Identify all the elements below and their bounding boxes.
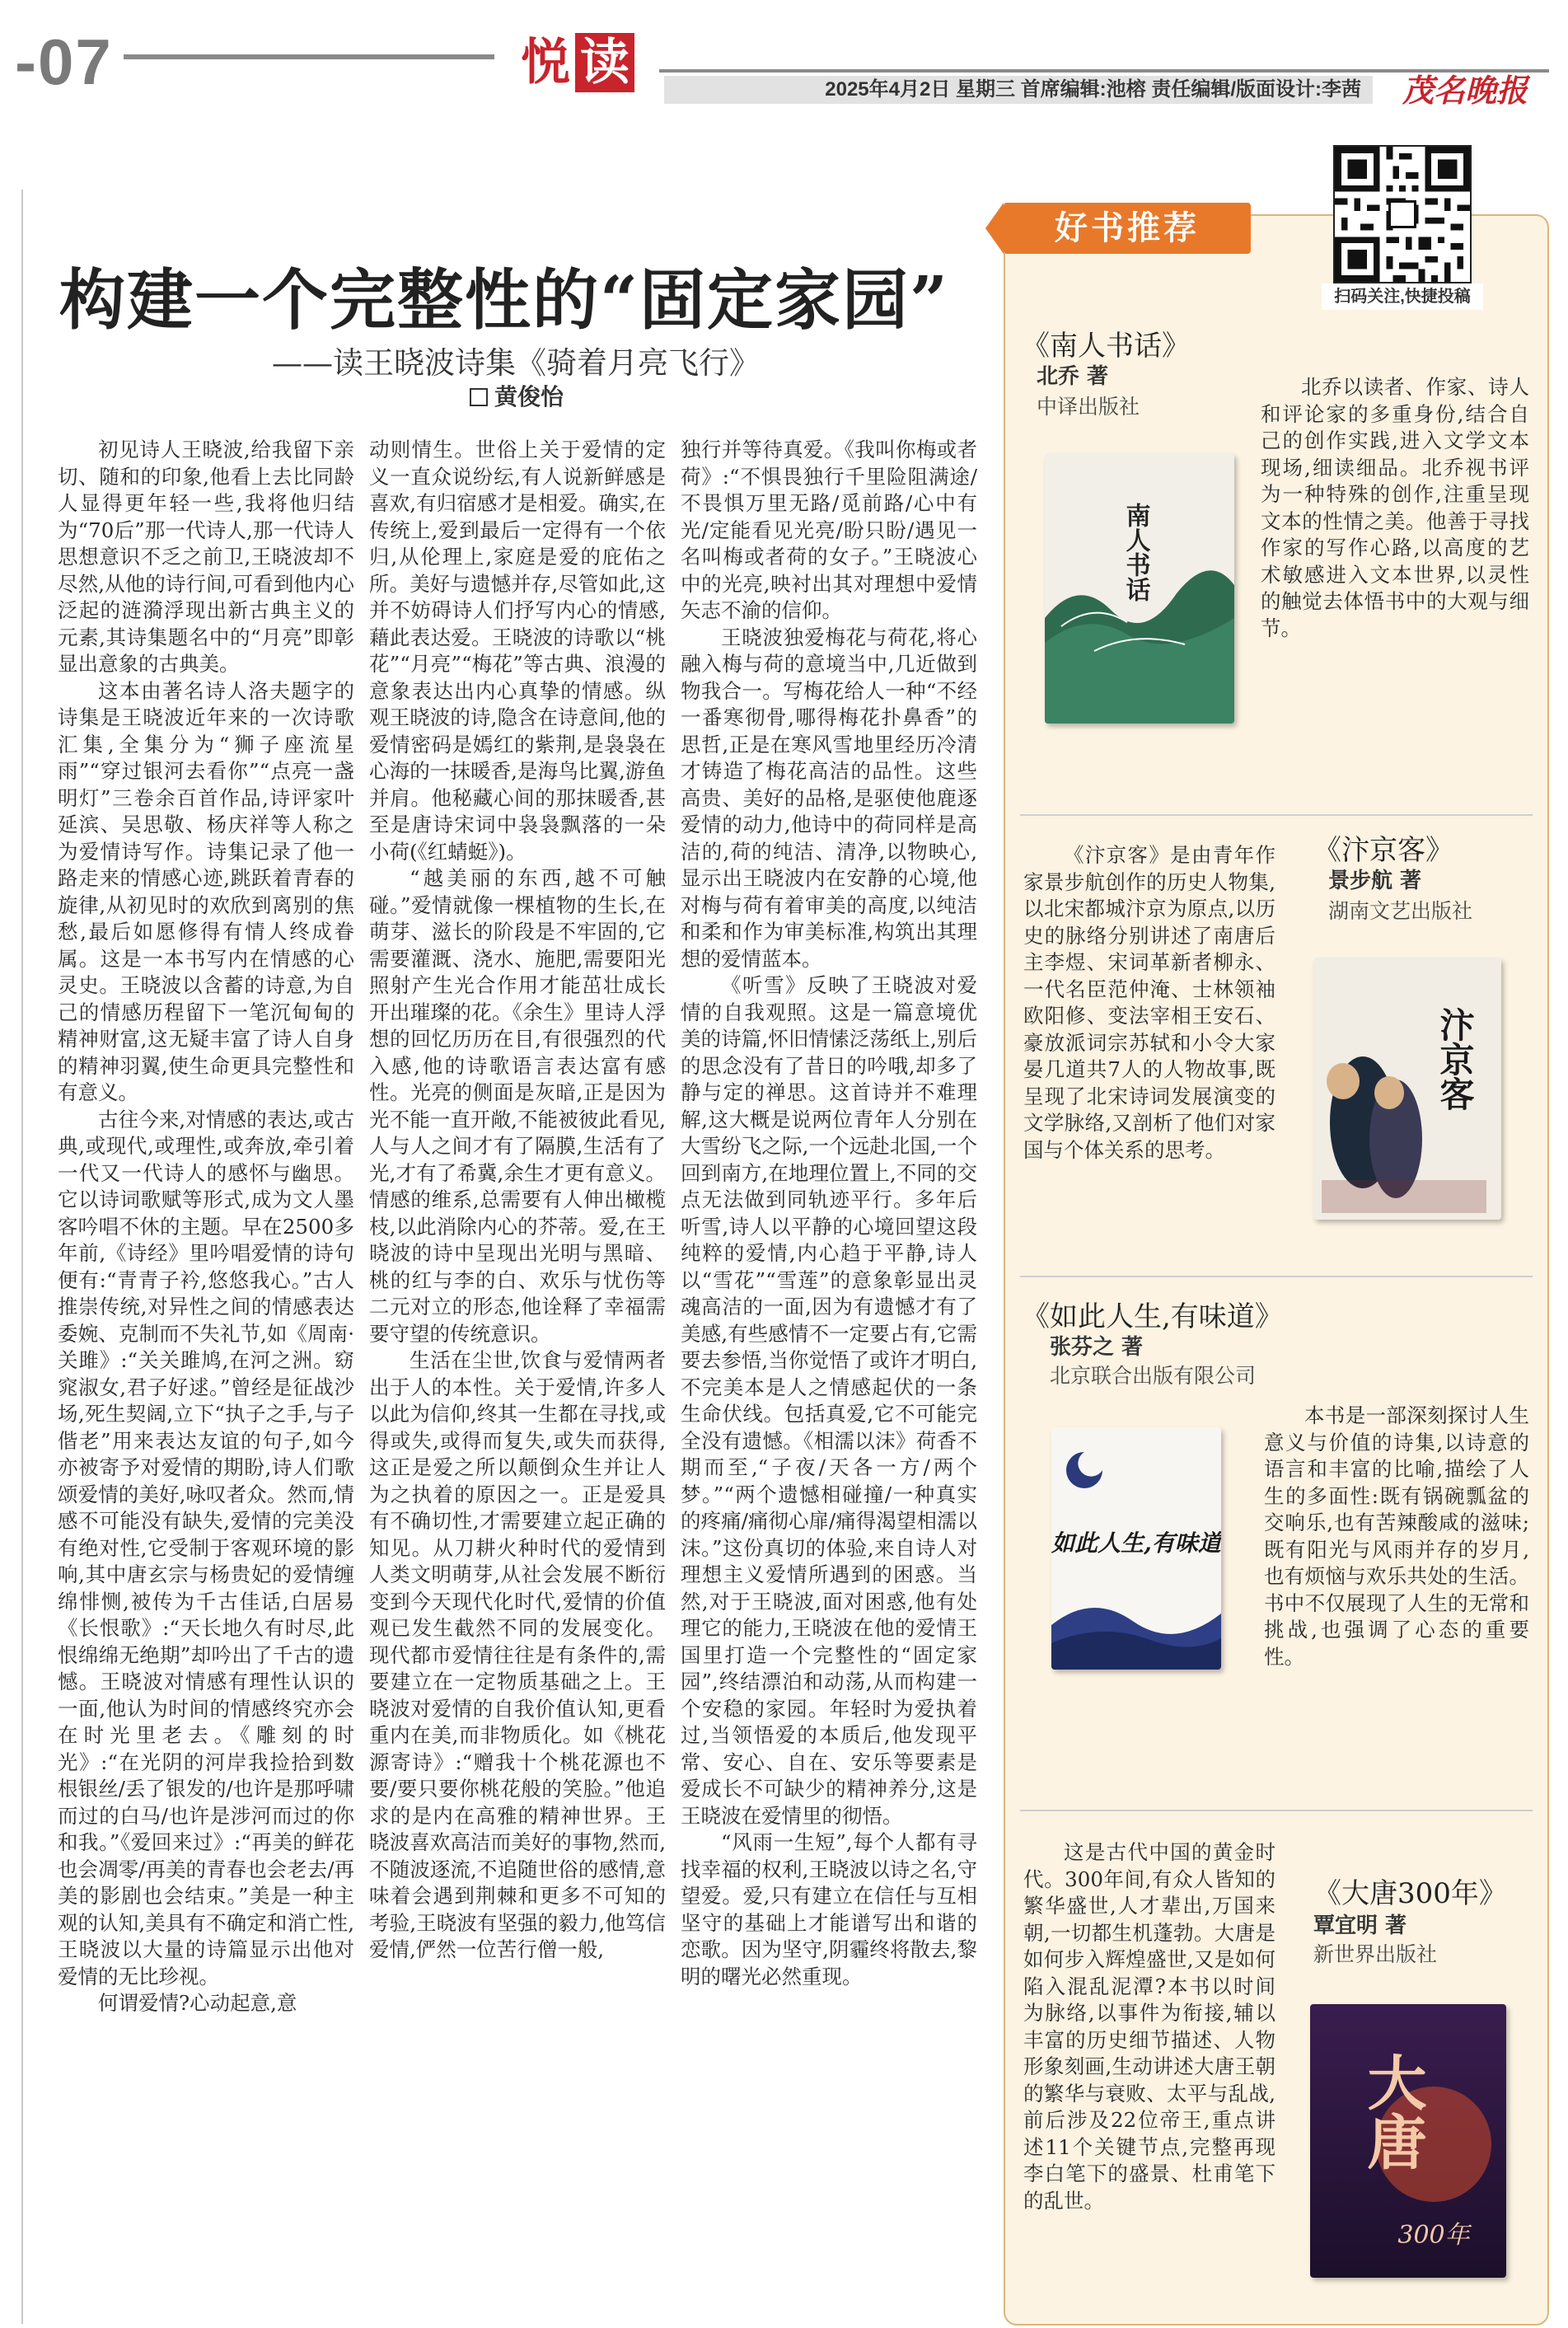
book-cover xyxy=(1051,1427,1221,1670)
book-description xyxy=(1023,1839,1275,2214)
paragraph: 独行并等待真爱。《我叫你梅或者荷》:“不惧畏独行千里险阻满途/不畏惧万里无路/觅前路/心中有光/定能看见光亮/盼只盼/遇见一名叫梅或者荷的女子。”王晓波心中的光亮,映衬出其对理想中爱情矢志不渝的信仰。 xyxy=(681,438,977,622)
paragraph: “风雨一生短”,每个人都有寻找幸福的权利,王晓波以诗之名,守望爱。爱,只有建立在信任与互相坚守的基础上才能谱写出和谐的恋歌。因为坚守,阴霾终将散去,黎明的曙光必然重现。 xyxy=(681,1830,977,1988)
paragraph: 动则情生。世俗上关于爱情的定义一直众说纷纭,有人说新鲜感是喜欢,有归宿感才是相爱。确实,在传统上,爱到最后一定得有一个依归,从伦理上,家庭是爱的庇佑之所。美好与遗憾并存,尽管如此,这并不妨碍诗人们抒写内心的情感,藉此表达爱。王晓波的诗歌以“桃花”“月亮”“梅花”等古典、浪漫的意象表达出内心真挚的情感。纵观王晓波的诗,隐含在诗意间,他的爱情密码是嫣红的紫荆,是袅袅在心海的一抹暖香,是海鸟比翼,游鱼并肩。他秘藏心间的那抹暖香,甚至是唐诗宋词中袅袅飘落的一朵小荷(《红蜻蜓》)。 xyxy=(369,438,666,864)
author-name: 黄俊怡 xyxy=(494,383,564,410)
book-publisher: 湖南文艺出版社 xyxy=(1328,899,1473,923)
paragraph: 这是古代中国的黄金时代。300年间,有众人皆知的繁华盛世,人才辈出,万国来朝,一切都生机蓬勃。大唐是如何步入辉煌盛世,又是如何陷入混乱泥潭?本书以时间为脉络,以事件为衔接,辅以丰富的历史细节描述、人物形象刻画,生动讲述大唐王朝的繁华与衰败、太平与乱战,前后涉及22位帝王,重点讲述11个关键节点,完整再现李白笔下的盛景、杜甫笔下的乱世。 xyxy=(1023,1840,1275,2213)
paragraph: 这本由著名诗人洛夫题字的诗集是王晓波近年来的一次诗歌汇集,全集分为“狮子座流星雨”“穿过银河去看你”“点亮一盏明灯”三卷余百首作品,诗评家叶延滨、吴思敬、杨庆祥等人称之为爱情诗写作。诗集记录了他一路走来的情感心迹,跳跃着青春的旋律,从初见时的欢欣到离别的焦愁,最后如愿修得有情人终成眷属。这是一本书写内在情感的心灵史。王晓波以含蓄的诗意,为自己的情感历程留下一笔沉甸甸的精神财富,这无疑丰富了诗人自身的精神羽翼,使生命更具完整性和有意义。 xyxy=(58,678,354,1104)
heading-label: 好书推荐 xyxy=(1004,203,1251,254)
header-meta: 2025年4月2日 星期三 首席编辑:池榕 责任编辑/版面设计:李茜 xyxy=(664,76,1373,104)
heading-fold xyxy=(985,203,1004,254)
article-title: 构建一个完整性的“固定家园” xyxy=(59,261,950,339)
qr-code[interactable] xyxy=(1333,145,1472,283)
book-cover-title: 汴京客 xyxy=(1435,1007,1476,1111)
paragraph: 本书是一部深刻探讨人生意义与价值的诗集,以诗意的语言和丰富的比喻,描绘了人生的多面性:既有锅碗瓢盆的交响乐,也有苦辣酸咸的滋味;既有阳光与风雨并存的岁月,也有烦恼与欢乐共处的生活。书中不仅展现了人生的无常和挑战,也强调了心态的重要性。 xyxy=(1264,1403,1529,1669)
author-box-icon xyxy=(470,388,488,406)
book-cover-title: 如此人生,有味道 xyxy=(1051,1529,1221,1557)
book-author: 北乔 著 xyxy=(1037,364,1109,389)
article-column-1 xyxy=(58,437,354,2017)
book-cover-nanren xyxy=(1045,453,1234,724)
sidebar-separator xyxy=(1020,1810,1533,1811)
book-author: 覃宜明 著 xyxy=(1313,1913,1407,1938)
book-cover-datang xyxy=(1310,2004,1506,2278)
book-cover xyxy=(1310,2004,1506,2278)
paragraph: 初见诗人王晓波,给我留下亲切、随和的印象,他看上去比同龄人显得更年轻一些,我将他归结为“70后”那一代诗人,那一代诗人思想意识不乏之前卫,王晓波却不尽然,从他的诗行间,可看到他内心泛起的涟漪浮现出新古典主义的元素,其诗集题名中的“月亮”即彰显出意象的古典美。 xyxy=(58,438,354,676)
sidebar-separator xyxy=(1020,1276,1533,1277)
book-publisher: 中译出版社 xyxy=(1037,395,1140,419)
article-author xyxy=(470,379,717,412)
article-subtitle: ——读王晓波诗集《骑着月亮飞行》 xyxy=(272,345,760,381)
paragraph: 生活在尘世,饮食与爱情两者出于人的本性。关于爱情,许多人以此为信仰,终其一生都在寻找,或得或失,或得而复失,或失而获得,这正是爱之所以颠倒众生并让人为之执着的原因之一。正是爱具有不确切性,才需要建立起正确的知见。从刀耕火种时代的爱情到人类文明萌芽,从社会发展不断衍变到今天现代化时代,爱情的价值观已发生截然不同的发展变化。现代都市爱情往往是有条件的,需要建立在一定物质基础之上。王晓波对爱情的自我价值认知,更看重内在美,而非物质化。如《桃花源寄诗》:“赠我十个桃花源也不要/要只要你桃花般的笑脸。”他追求的是内在高雅的精神世界。王晓波喜欢高洁而美好的事物,然而,不随波逐流,不追随世俗的感情,意味着会遇到荆棘和更多不可知的考验,王晓波有坚强的毅力,他笃信爱情,俨然一位苦行僧一般, xyxy=(369,1348,666,1961)
book-cover-subtitle: 300年 xyxy=(1397,2221,1470,2250)
page-number: -07 xyxy=(15,26,113,98)
paragraph: 古往今来,对情感的表达,或古典,或现代,或理性,或奔放,牵引着一代又一代诗人的感怀与幽思。它以诗词歌赋等形式,成为文人墨客吟唱不休的主题。早在2500多年前,《诗经》里吟唱爱情的诗句便有:“青青子衿,悠悠我心。”古人推崇传统,对异性之间的情感表达委婉、克制而不失礼节,如《周南·关雎》:“关关雎鸠,在河之洲。窈窕淑女,君子好逑。”曾经是征战沙场,死生契阔,立下“执子之手,与子偕老”用来表达友谊的句子,如今亦被寄予对爱情的期盼,诗人们歌颂爱情的美好,咏叹者众。然而,情感不可能没有缺失,爱情的完美没有绝对性,它受制于客观环境的影响,其中唐玄宗与杨贵妃的爱情缠绵悱恻,被传为千古佳话,白居易《长恨歌》:“天长地久有时尽,此恨绵绵无绝期”却吟出了千古的遗憾。王晓波对情感有理性认识的一面,他认为时间的情感终究亦会在时光里老去。《雕刻的时光》:“在光阴的河岸我捡拾到数根银丝/丢了银发的/也许是那呼啸而过的白马/也许是涉河而过的你和我。”《爱回来过》:“再美的鲜花也会凋零/再美的青春也会老去/再美的影剧也会结束。”美是一种主观的认知,美具有不确定和消亡性,王晓波以大量的诗篇显示出他对爱情的无比珍视。 xyxy=(58,1107,354,1988)
book-cover xyxy=(1313,958,1501,1220)
qr-caption: 扫码关注,快捷投稿 xyxy=(1322,283,1483,310)
book-publisher: 新世界出版社 xyxy=(1313,1942,1438,1966)
book-author: 张芬之 著 xyxy=(1050,1335,1144,1360)
book-title: 《大唐300年》 xyxy=(1313,1877,1507,1910)
book-title: 《如此人生,有味道》 xyxy=(1022,1300,1283,1333)
newspaper-logo: 茂名晚报 xyxy=(1402,72,1528,109)
section-tag xyxy=(506,28,644,97)
book-description xyxy=(1023,842,1275,1164)
qr-code-icon xyxy=(1335,147,1470,282)
paragraph: 王晓波独爱梅花与荷花,将心融入梅与荷的意境当中,几近做到物我合一。写梅花给人一种“不经一番寒彻骨,哪得梅花扑鼻香”的思哲,正是在寒风雪地里经历冷清才铸造了梅花高洁的品性。这些高贵、美好的品格,是驱使他鹿逐爱情的动力,他诗中的荷同样是高洁的,荷的纯洁、清净,以物映心,显示出王晓波内在安静的心境,他对梅与荷有着审美的高度,以纯洁和柔和作为审美标准,构筑出其理想的爱情蓝本。 xyxy=(681,625,977,971)
paragraph: “越美丽的东西,越不可触碰。”爱情就像一棵植物的生长,在萌芽、滋长的阶段是不牢固的,它需要灌溉、浇水、施肥,需要阳光照射产生光合作用才能茁壮成长开出璀璨的花。《余生》里诗人浮想的回忆历历在目,有很强烈的代入感,他的诗歌语言表达富有感性。光亮的侧面是灰暗,正是因为光不能一直开敞,不能被彼此看见,人与人之间才有了隔膜,生活有了光,才有了希冀,余生才更有意义。情感的维系,总需要有人伸出橄榄枝,以此消除内心的芥蒂。爱,在王晓波的诗中呈现出光明与黑暗、桃的红与李的白、欢乐与忧伤等二元对立的形态,他诠释了幸福需要守望的传统意识。 xyxy=(369,866,666,1346)
book-description xyxy=(1261,374,1529,642)
header-rule-left xyxy=(124,54,494,59)
book-cover-title: 南人书话 xyxy=(1121,503,1150,602)
paragraph: 北乔以读者、作家、诗人和评论家的多重身份,结合自己的创作实践,进入文学文本现场,细读细品。北乔视书评为一种特殊的创作,注重呈现文本的性情之美。他善于寻找作家的写作心路,以高度的艺术敏感进入文本世界,以灵性的触觉去体悟书中的大观与细节。 xyxy=(1261,375,1529,640)
book-recommend-heading xyxy=(985,203,1254,262)
sidebar-separator xyxy=(1020,814,1533,816)
book-cover-title: 大唐 xyxy=(1357,2052,1428,2171)
article-column-2 xyxy=(369,437,666,1964)
paragraph: 《汴京客》是由青年作家景步航创作的历史人物集,以北宋都城汴京为原点,以历史的脉络分别讲述了南唐后主李煜、宋词革新者柳永、一代名臣范仲淹、士林领袖欧阳修、变法宰相王安石、豪放派词宗苏轼和小令大家晏几道共7人的人物故事,既呈现了北宋诗词发展演变的文学脉络,又剖析了他们对家国与个体关系的思考。 xyxy=(1023,843,1275,1162)
book-publisher: 北京联合出版有限公司 xyxy=(1050,1364,1257,1388)
book-cover-bianjing xyxy=(1313,958,1501,1220)
book-description xyxy=(1264,1403,1529,1670)
book-author: 景步航 著 xyxy=(1328,869,1422,893)
book-title: 《汴京客》 xyxy=(1313,834,1453,867)
left-divider xyxy=(21,190,23,2324)
section-char-2: 读 xyxy=(575,33,634,92)
section-char-1: 悦 xyxy=(521,34,570,91)
book-title: 《南人书话》 xyxy=(1022,330,1190,363)
book-cover xyxy=(1045,453,1234,724)
book-cover-rucirensheng xyxy=(1051,1427,1221,1670)
article-column-3 xyxy=(681,437,977,1990)
paragraph: 《听雪》反映了王晓波对爱情的自我观照。这是一篇意境优美的诗篇,怀旧情愫泛荡纸上,别后的思念没有了昔日的吟哦,却多了静与定的禅思。这首诗并不难理解,这大概是说两位青年人分别在大雪纷飞之际,一个远赴北国,一个回到南方,在地理位置上,不同的交点无法做到同轨迹平行。多年后听雪,诗人以平静的心境回望这段纯粹的爱情,内心趋于平静,诗人以“雪花”“雪莲”的意象彰显出灵魂高洁的一面,因为有遗憾才有了美感,有些感情不一定要占有,它需要去参悟,当你觉悟了或许才明白,不完美本是人之情感起伏的一条生命伏线。包括真爱,它不可能完全没有遗憾。《相濡以沫》荷香不期而至,“子夜/天各一方/两个梦。”“两个遗憾相碰撞/一种真实的疼痛/痛彻心扉/痛得渴望相濡以沫。”这份真切的体验,来自诗人对理想主义爱情所遇到的困惑。当然,对于王晓波,面对困惑,他有处理它的能力,王晓波在他的爱情王国里打造一个完整性的“固定家园”,终结漂泊和动荡,从而构建一个安稳的家园。年轻时为爱执着过,当领悟爱的本质后,他发现平常、安心、自在、安乐等要素是爱成长不可缺少的精神养分,这是王晓波在爱情里的彻悟。 xyxy=(681,973,977,1828)
paragraph: 何谓爱情?心动起意,意 xyxy=(98,1991,297,2015)
